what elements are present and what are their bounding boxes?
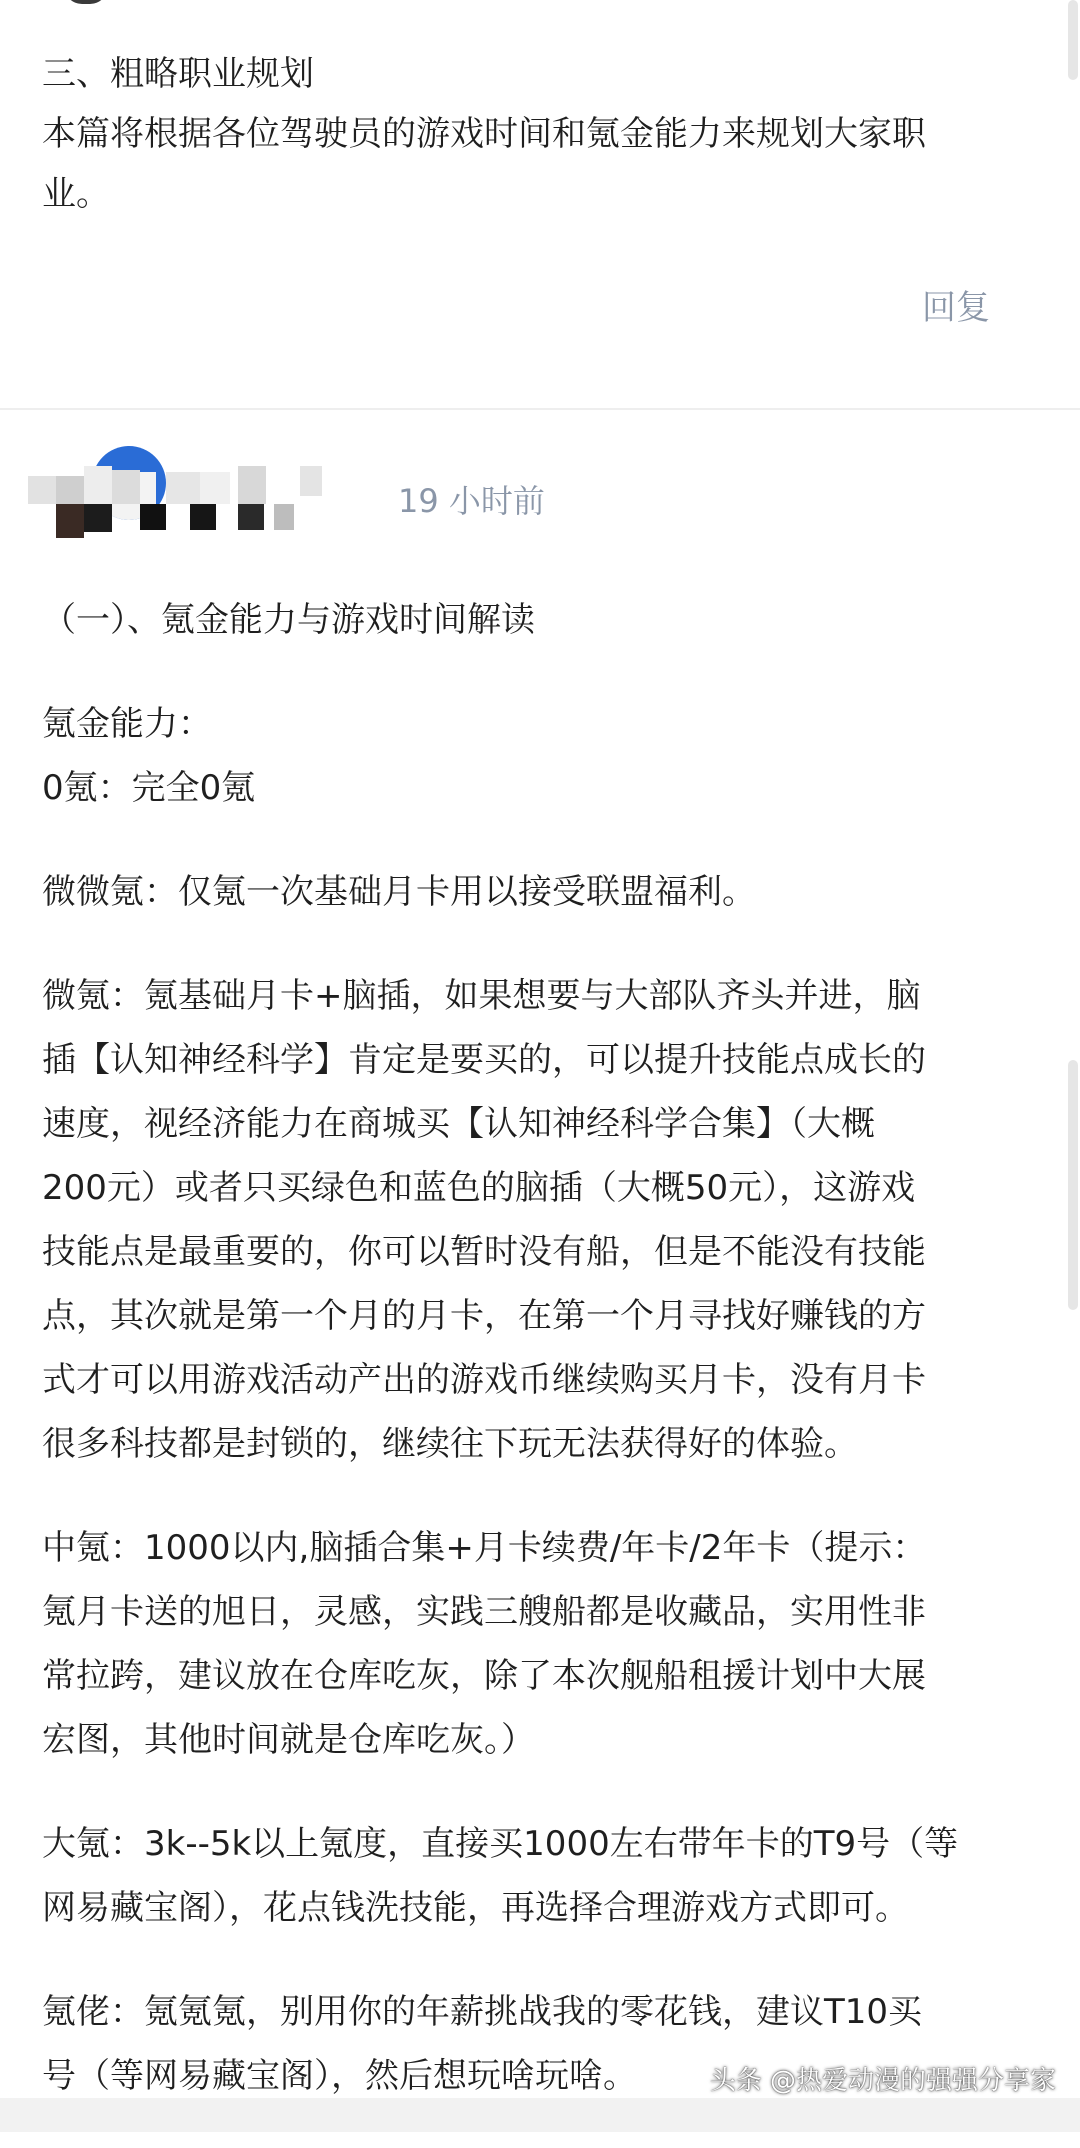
comment-line: 微氪：氪基础月卡+脑插，如果想要与大部队齐头并进，脑 — [42, 976, 921, 1016]
watermark: 头条 @热爱动漫的强强分享家 — [709, 2066, 1056, 2096]
comment-paragraph — [42, 964, 1052, 1476]
comment-line: 式才可以用游戏活动产出的游戏币继续购买月卡，没有月卡 — [42, 1360, 926, 1400]
comment-line: 技能点是最重要的，你可以暂时没有船，但是不能没有技能 — [42, 1232, 926, 1272]
scroll-indicator — [1068, 1060, 1078, 1310]
avatar-fragment — [64, 0, 108, 4]
comment-line: 氪金能力： — [42, 704, 212, 744]
footer-band — [0, 2098, 1080, 2132]
comment-paragraph — [42, 860, 1052, 924]
comment-section-heading — [42, 588, 1052, 652]
comment-line: 0氪：完全0氪 — [42, 768, 256, 808]
comment-paragraph — [42, 1516, 1052, 1772]
comment-line: 常拉跨，建议放在仓库吃灰，除了本次舰船租援计划中大展 — [42, 1656, 926, 1696]
post-line: 业。 — [42, 174, 110, 214]
comment-line: 号（等网易藏宝阁），然后想玩啥玩啥。 — [42, 2056, 637, 2096]
comment-line: 氪佬：氪氪氪，别用你的年薪挑战我的零花钱，建议T10买 — [42, 1992, 923, 2032]
comment-timestamp: 19 小时前 — [398, 482, 545, 520]
comment-header — [28, 440, 728, 560]
comment-paragraph — [42, 1812, 1052, 1940]
post-line: 本篇将根据各位驾驶员的游戏时间和氪金能力来规划大家职 — [42, 114, 926, 154]
username-redacted[interactable] — [28, 466, 378, 552]
comment-line: 很多科技都是封锁的，继续往下玩无法获得好的体验。 — [42, 1424, 858, 1464]
divider — [0, 408, 1080, 410]
post-heading: 三、粗略职业规划 — [42, 54, 314, 94]
comment-line: 点，其次就是第一个月的月卡，在第一个月寻找好赚钱的方 — [42, 1296, 926, 1336]
reply-button[interactable]: 回复 — [922, 288, 990, 328]
comment-line: 速度，视经济能力在商城买【认知神经科学合集】（大概 — [42, 1104, 875, 1144]
comment-line: 大氪：3k--5k以上氪度，直接买1000左右带年卡的T9号（等 — [42, 1824, 959, 1864]
comment-line: 中氪：1000以内,脑插合集+月卡续费/年卡/2年卡（提示： — [42, 1528, 927, 1568]
comment-line: 微微氪：仅氪一次基础月卡用以接受联盟福利。 — [42, 872, 756, 912]
comment-line: 宏图，其他时间就是仓库吃灰。） — [42, 1720, 535, 1760]
post-text — [42, 44, 1042, 224]
comment-body — [42, 588, 1052, 2148]
comment-line: （一）、氪金能力与游戏时间解读 — [42, 600, 535, 640]
comment-paragraph — [42, 692, 1052, 820]
scroll-indicator — [1068, 0, 1078, 80]
comment-line: 网易藏宝阁），花点钱洗技能，再选择合理游戏方式即可。 — [42, 1888, 909, 1928]
comment-line: 200元）或者只买绿色和蓝色的脑插（大概50元），这游戏 — [42, 1168, 916, 1208]
comment-line: 插【认知神经科学】肯定是要买的，可以提升技能点成长的 — [42, 1040, 926, 1080]
comment-line: 氪月卡送的旭日，灵感，实践三艘船都是收藏品，实用性非 — [42, 1592, 926, 1632]
